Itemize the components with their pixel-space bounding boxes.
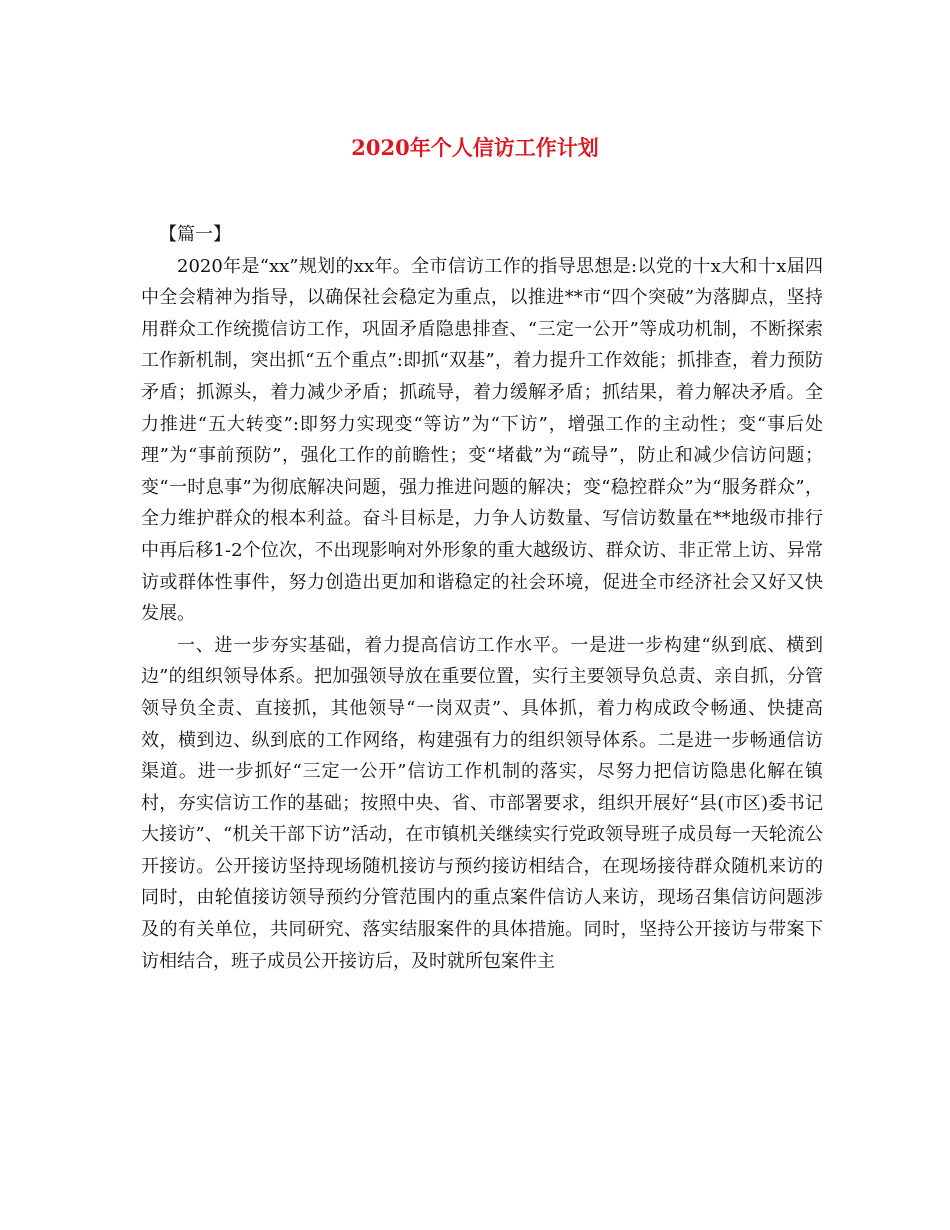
paragraph-section-one: 一、进一步夯实基础，着力提高信访工作水平。一是进一步构建“纵到底、横到边”的组织领导体系。把加强领导放在重要位置，实行主要领导负总责、亲自抓，分管领导负全责、直接抓，其他领导“一岗双责”、具体抓，着力构成政令畅通、快捷高效，横到边、纵到底的工作网络，构建强有力的组织领导体系。二是进一步畅通信访渠道。进一步抓好“三定一公开”信访工作机制的落实，尽努力把信访隐患化解在镇村，夯实信访工作的基础；按照中央、省、市部署要求，组织开展好“县(市区)委书记大接访”、“机关干部下访”活动，在市镇机关继续实行党政领导班子成员每一天轮流公开接访。公开接访坚持现场随机接访与预约接访相结合，在现场接待群众随机来访的同时，由轮值接访领导预约分管范围内的重点案件信访人来访，现场召集信访问题涉及的有关单位，共同研究、落实结服案件的具体措施。同时，坚持公开接访与带案下访相结合，班子成员公开接访后，及时就所包案件主	[141, 634, 823, 972]
section-label: 【篇一】	[159, 224, 231, 245]
document-title: 2020年个人信访工作计划	[351, 135, 599, 160]
paragraph-intro: 2020年是“xx”规划的xx年。全市信访工作的指导思想是:以党的十x大和十x届四中全会精神为指导，以确保社会稳定为重点，以推进**市“四个突破”为落脚点，坚持用群众工作统揽信访工作，巩固矛盾隐患排查、“三定一公开”等成功机制，不断探索工作新机制，突出抓“五个重点”:即抓“双基”，着力提升工作效能；抓排查，着力预防矛盾；抓源头，着力减少矛盾；抓疏导，着力缓解矛盾；抓结果，着力解决矛盾。全力推进“五大转变”:即努力实现变“等访”为“下访”，增强工作的主动性；变“事后处理”为“事前预防”，强化工作的前瞻性；变“堵截”为“疏导”，防止和减少信访问题；变“一时息事”为彻底解决问题，强力推进问题的解决；变“稳控群众”为“服务群众”，全力维护群众的根本利益。奋斗目标是，力争人访数量、写信访数量在**地级市排行中再后移1-2个位次，不出现影响对外形象的重大越级访、群众访、非正常上访、异常访或群体性事件，努力创造出更加和谐稳定的社会环境，促进全市经济社会又好又快发展。	[141, 255, 823, 625]
document-body	[141, 219, 823, 977]
